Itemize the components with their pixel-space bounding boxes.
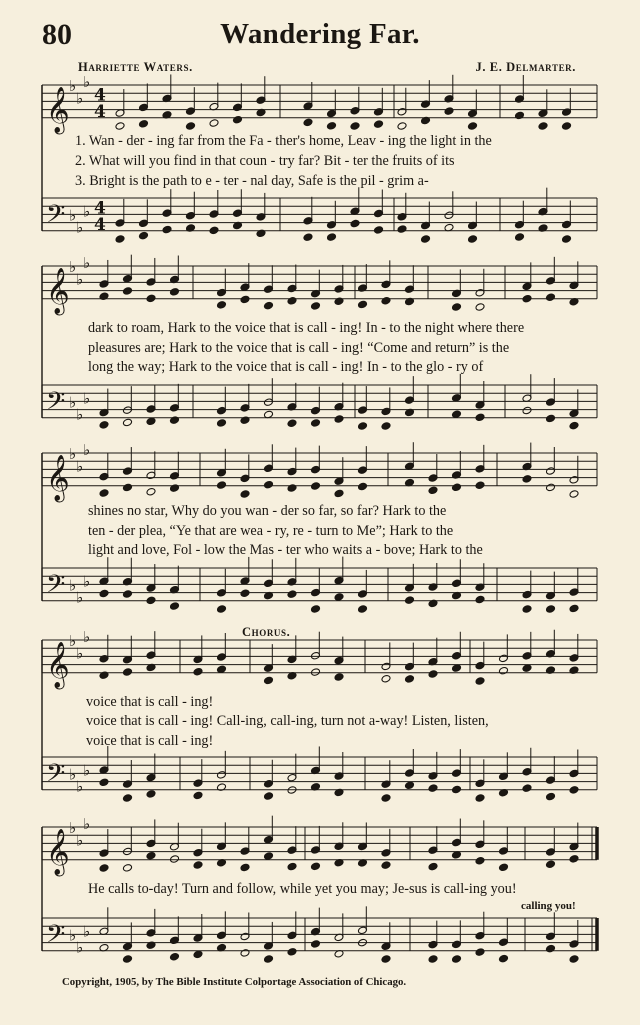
notehead xyxy=(546,944,556,953)
notehead xyxy=(99,421,109,430)
notehead xyxy=(123,668,133,677)
notehead xyxy=(311,668,321,677)
flat-sign-icon: ♭ xyxy=(76,938,84,957)
notehead xyxy=(405,675,415,684)
notehead xyxy=(334,593,344,602)
notehead xyxy=(146,851,156,860)
flat-sign-icon: ♭ xyxy=(69,765,77,784)
notehead xyxy=(193,791,203,800)
notehead xyxy=(546,792,556,801)
notehead xyxy=(170,416,180,425)
notehead xyxy=(499,863,509,872)
notehead xyxy=(193,861,203,870)
notehead xyxy=(146,596,156,605)
notehead xyxy=(170,602,180,611)
notehead xyxy=(233,115,243,124)
notehead xyxy=(303,233,313,242)
notehead xyxy=(146,790,156,799)
lyricist-credit: Harriette Waters. xyxy=(78,60,193,74)
notehead xyxy=(562,235,572,244)
notehead xyxy=(452,410,462,419)
lyric-small-calling-you: calling you! xyxy=(521,900,576,912)
notehead xyxy=(350,219,360,228)
flat-sign-icon: ♭ xyxy=(83,202,91,221)
notehead xyxy=(123,590,133,599)
notehead xyxy=(311,940,321,949)
notehead xyxy=(358,300,368,309)
notehead xyxy=(287,484,297,493)
notehead xyxy=(334,489,344,498)
notehead xyxy=(146,294,156,303)
notehead xyxy=(209,226,219,235)
lyric-line-chorus-final: He calls to-day! Turn and follow, while yet you may; Je-sus is call-ing you! xyxy=(88,881,517,897)
notehead xyxy=(569,955,579,964)
notehead xyxy=(264,955,274,964)
notehead xyxy=(334,297,344,306)
hymn-title: Wandering Far. xyxy=(220,18,420,50)
notehead xyxy=(334,673,344,682)
notehead xyxy=(139,120,149,129)
notehead xyxy=(240,490,250,499)
notehead xyxy=(538,122,548,131)
notehead xyxy=(405,596,415,605)
notehead xyxy=(381,861,391,870)
flat-sign-icon: ♭ xyxy=(83,761,91,780)
flat-sign-icon: ♭ xyxy=(83,440,91,459)
notehead xyxy=(99,778,109,787)
notehead xyxy=(522,784,532,793)
notehead xyxy=(217,665,227,674)
notehead xyxy=(123,483,133,492)
notehead xyxy=(562,122,572,131)
chorus-label: Chorus. xyxy=(242,625,291,639)
notehead xyxy=(475,481,485,490)
notehead xyxy=(287,297,297,306)
flat-sign-icon: ♭ xyxy=(76,89,84,108)
notehead xyxy=(99,589,109,598)
notehead xyxy=(569,490,579,499)
notehead xyxy=(475,794,485,803)
notehead xyxy=(350,122,360,131)
notehead xyxy=(546,483,556,492)
notehead xyxy=(311,605,321,614)
flat-sign-icon: ♭ xyxy=(69,632,77,650)
notehead xyxy=(311,302,321,311)
flat-sign-icon: ♭ xyxy=(69,206,77,225)
flat-sign-icon: ♭ xyxy=(76,644,84,663)
notehead xyxy=(358,422,368,431)
notehead xyxy=(522,605,532,614)
notehead xyxy=(264,480,274,489)
time-signature-top: 4 xyxy=(94,198,106,219)
notehead xyxy=(311,419,321,428)
notehead xyxy=(468,235,478,244)
notehead xyxy=(546,605,556,614)
notehead xyxy=(327,233,337,242)
notehead xyxy=(217,419,227,428)
notehead xyxy=(217,481,227,490)
flat-sign-icon: ♭ xyxy=(69,576,77,595)
notehead xyxy=(397,225,407,234)
notehead xyxy=(522,406,532,415)
flat-sign-icon: ♭ xyxy=(83,389,91,408)
notehead xyxy=(546,293,556,302)
notehead xyxy=(475,413,485,422)
copyright-notice: Copyright, 1905, by The Bible Institute Colportage Association of Chicago. xyxy=(62,976,407,988)
bass-clef-icon: 𝄢 xyxy=(46,199,66,235)
flat-sign-icon: ♭ xyxy=(69,258,77,276)
lyric-line-verse-2-system-1: 2. What will you find in that coun - try far? Bit - ter the fruits of its xyxy=(75,153,455,169)
notehead xyxy=(428,862,438,871)
notehead xyxy=(569,786,579,795)
notehead xyxy=(569,855,579,864)
notehead xyxy=(240,863,250,872)
lyric-line-chorus-2: voice that is call - ing! Call-ing, call-ing, turn not a-way! Listen, listen, xyxy=(86,713,489,729)
notehead xyxy=(381,674,391,683)
lyric-line-verse-3-system-2: long the way; Hark to the voice that is call - ing! In - to the glo - ry of xyxy=(88,359,484,375)
notehead xyxy=(123,418,133,427)
notehead xyxy=(287,419,297,428)
notehead xyxy=(162,225,172,234)
notehead xyxy=(522,294,532,303)
notehead xyxy=(374,120,384,129)
notehead xyxy=(146,487,156,496)
notehead xyxy=(381,955,391,964)
notehead xyxy=(358,482,368,491)
notehead xyxy=(569,421,579,430)
treble-clef-icon: 𝄞 xyxy=(46,267,70,314)
notehead xyxy=(303,118,313,127)
notehead xyxy=(381,296,391,305)
notehead xyxy=(475,303,485,312)
flat-sign-icon: ♭ xyxy=(76,405,84,424)
notehead xyxy=(428,670,438,679)
notehead xyxy=(186,122,196,131)
notehead xyxy=(115,122,125,131)
flat-sign-icon: ♭ xyxy=(83,627,91,646)
notehead xyxy=(123,287,133,296)
flat-sign-icon: ♭ xyxy=(76,457,84,476)
notehead xyxy=(240,416,250,425)
hymn-number: 80 xyxy=(42,18,72,51)
notehead xyxy=(264,792,274,801)
notehead xyxy=(99,489,109,498)
flat-sign-icon: ♭ xyxy=(69,77,77,95)
notehead xyxy=(468,122,478,131)
notehead xyxy=(475,677,485,686)
notehead xyxy=(115,235,125,244)
lyric-line-chorus-1: voice that is call - ing! xyxy=(86,694,214,710)
notehead xyxy=(287,590,297,599)
time-signature-bottom: 4 xyxy=(94,214,106,235)
lyric-line-verse-3-system-3: light and love, Fol - low the Mas - ter who waits a - bove; Hark to the xyxy=(88,542,483,558)
notehead xyxy=(381,422,391,431)
notehead xyxy=(123,955,133,964)
flat-sign-icon: ♭ xyxy=(69,445,77,463)
notehead xyxy=(193,950,203,959)
notehead xyxy=(327,122,337,131)
bass-clef-icon: 𝄢 xyxy=(46,758,66,794)
flat-sign-icon: ♭ xyxy=(76,270,84,289)
notehead xyxy=(428,955,438,964)
notehead xyxy=(264,676,274,685)
notehead xyxy=(209,119,219,128)
lyric-line-verse-2-system-3: ten - der plea, “Ye that are wea - ry, re - turn to Me”; Hark to the xyxy=(88,523,454,539)
notehead xyxy=(421,235,431,244)
flat-sign-icon: ♭ xyxy=(83,814,91,833)
notehead xyxy=(287,862,297,871)
flat-sign-icon: ♭ xyxy=(76,831,84,850)
notehead xyxy=(217,605,227,614)
lyric-line-verse-3-system-1: 3. Bright is the path to e - ter - nal day, Safe is the pil - grim a- xyxy=(75,173,429,189)
flat-sign-icon: ♭ xyxy=(83,72,91,91)
notehead xyxy=(264,852,274,861)
notehead xyxy=(334,415,344,424)
notehead xyxy=(170,952,180,961)
notehead xyxy=(193,667,203,676)
notehead xyxy=(546,414,556,423)
notehead xyxy=(515,111,525,120)
time-signature-top: 4 xyxy=(94,85,106,106)
bass-clef-icon: 𝄢 xyxy=(46,386,66,422)
notehead xyxy=(475,856,485,865)
lyric-line-verse-1-system-2: dark to roam, Hark to the voice that is call - ing! In - to the night where there xyxy=(88,320,525,336)
treble-clef-icon: 𝄞 xyxy=(46,454,70,501)
notehead xyxy=(569,604,579,613)
notehead xyxy=(475,595,485,604)
notehead xyxy=(170,288,180,297)
notehead xyxy=(405,781,415,790)
notehead xyxy=(546,860,556,869)
notehead xyxy=(240,295,250,304)
notehead xyxy=(381,794,391,803)
lyric-line-verse-2-system-2: pleasures are; Hark to the voice that is call - ing! “Come and return” is the xyxy=(88,340,510,356)
bass-clef-icon: 𝄢 xyxy=(46,919,66,955)
notehead xyxy=(444,107,454,116)
notehead xyxy=(264,301,274,310)
notehead xyxy=(522,475,532,484)
notehead xyxy=(452,955,462,964)
notehead xyxy=(99,864,109,873)
time-signature-bottom: 4 xyxy=(94,101,106,122)
notehead xyxy=(123,794,133,803)
notehead xyxy=(99,671,109,680)
flat-sign-icon: ♭ xyxy=(83,253,91,272)
notehead xyxy=(452,785,462,794)
notehead xyxy=(139,231,149,240)
lyric-line-verse-1-system-3: shines no star, Why do you wan - der so far, so far? Hark to the xyxy=(88,503,447,519)
notehead xyxy=(515,233,525,242)
notehead xyxy=(240,589,250,598)
bass-clef-icon: 𝄢 xyxy=(46,569,66,605)
flat-sign-icon: ♭ xyxy=(83,572,91,591)
lyric-line-chorus-3: voice that is call - ing! xyxy=(86,733,214,749)
notehead xyxy=(499,954,509,963)
notehead xyxy=(217,301,227,310)
flat-sign-icon: ♭ xyxy=(76,218,84,237)
flat-sign-icon: ♭ xyxy=(83,922,91,941)
treble-clef-icon: 𝄞 xyxy=(46,86,70,133)
treble-clef-icon: 𝄞 xyxy=(46,828,70,875)
notehead xyxy=(287,948,297,957)
notehead xyxy=(452,483,462,492)
composer-credit: J. E. Delmarter. xyxy=(475,60,576,74)
treble-clef-icon: 𝄞 xyxy=(46,641,70,688)
notehead xyxy=(240,949,250,958)
notehead xyxy=(146,417,156,426)
notehead xyxy=(170,484,180,493)
notehead xyxy=(358,605,368,614)
flat-sign-icon: ♭ xyxy=(76,588,84,607)
flat-sign-icon: ♭ xyxy=(69,819,77,837)
notehead xyxy=(311,862,321,871)
notehead xyxy=(452,303,462,312)
notehead xyxy=(311,482,321,491)
flat-sign-icon: ♭ xyxy=(76,777,84,796)
notehead xyxy=(123,864,133,873)
lyric-line-verse-1-system-1: 1. Wan - der - ing far from the Fa - ther's home, Leav - ing the light in the xyxy=(75,133,492,149)
notehead xyxy=(374,226,384,235)
notehead xyxy=(428,784,438,793)
flat-sign-icon: ♭ xyxy=(69,926,77,945)
notehead xyxy=(475,948,485,957)
notehead xyxy=(170,855,180,864)
notehead xyxy=(397,122,407,131)
notehead xyxy=(499,666,509,675)
flat-sign-icon: ♭ xyxy=(69,393,77,412)
notehead xyxy=(428,486,438,495)
notehead xyxy=(522,664,532,673)
